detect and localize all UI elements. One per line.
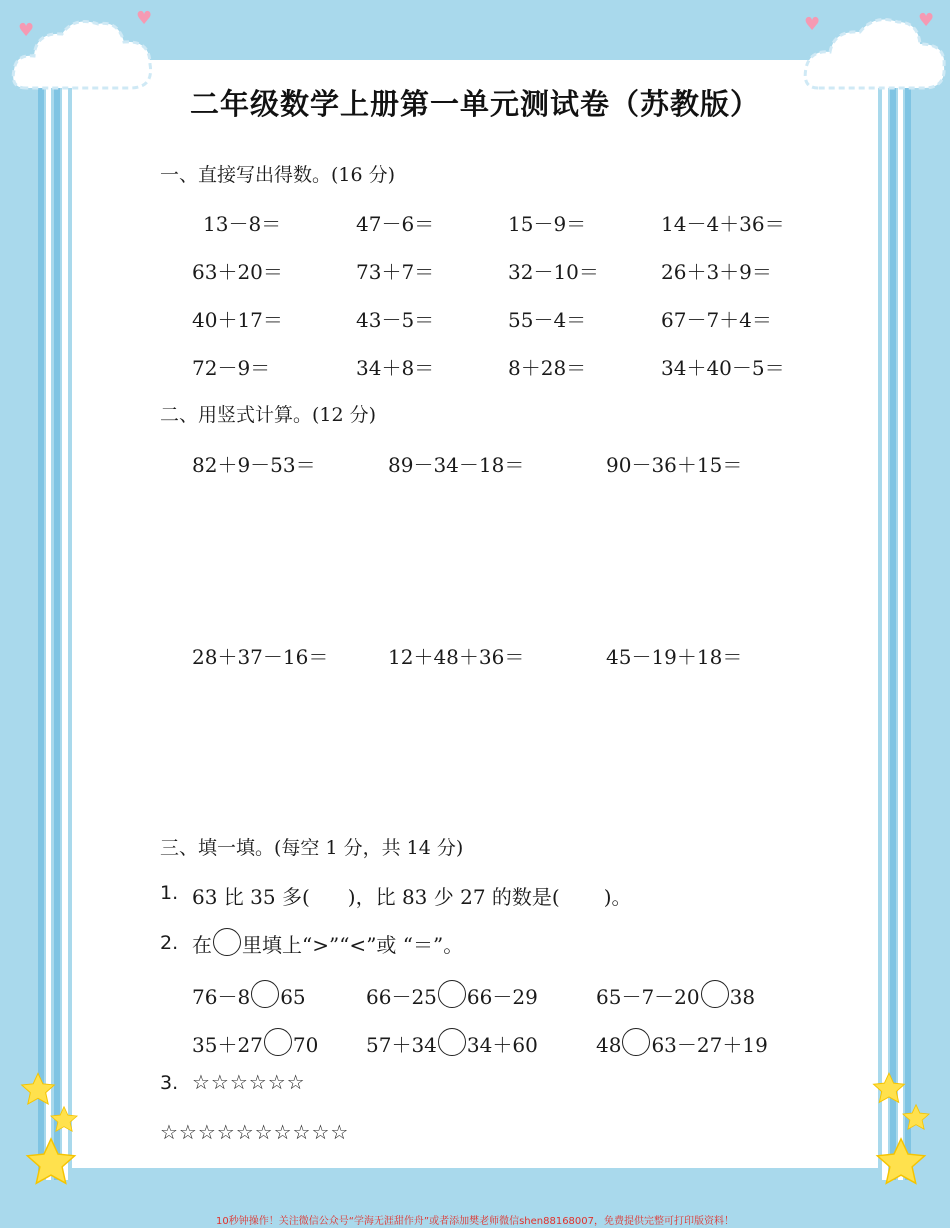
question-1 <box>192 881 632 910</box>
right-border-stripe <box>890 70 896 1180</box>
star-decoration-icon <box>48 1104 80 1136</box>
problem: 12＋48＋36＝ <box>388 645 525 669</box>
compare-answer-circle[interactable] <box>438 980 466 1008</box>
compare-right: 38 <box>729 985 756 1009</box>
problem: 43－5＝ <box>356 308 435 332</box>
problem: 34＋40－5＝ <box>661 356 785 380</box>
compare-circle-icon <box>213 928 241 956</box>
problem: 15－9＝ <box>508 212 587 236</box>
compare-left: 76－8 <box>192 985 251 1009</box>
problem: 8＋28＝ <box>508 356 587 380</box>
problem: 47－6＝ <box>356 212 435 236</box>
problem: 34＋8＝ <box>356 356 435 380</box>
compare-item <box>192 1028 318 1058</box>
compare-right: 65 <box>280 985 306 1009</box>
right-border-stripe <box>882 70 888 1180</box>
problem: 82＋9－53＝ <box>192 453 316 477</box>
question-number: 1. <box>160 882 179 904</box>
star-row-1: ☆☆☆☆☆☆ <box>192 1070 306 1094</box>
compare-right: 70 <box>292 1033 319 1057</box>
left-border-stripe <box>46 70 51 1180</box>
compare-left: 57＋34 <box>366 1033 437 1057</box>
problem: 40＋17＝ <box>192 308 283 332</box>
q1-text-c: )。 <box>603 885 632 909</box>
left-border-stripe <box>62 70 68 1180</box>
problem: 72－9＝ <box>192 356 271 380</box>
section2-heading: 二、用竖式计算。(12 分) <box>160 404 377 426</box>
right-border-stripe <box>898 70 903 1180</box>
problem: 55－4＝ <box>508 308 587 332</box>
heart-icon: ♥ <box>804 14 821 35</box>
footer-note: 10秒钟操作！关注微信公众号“学海无涯甜作舟”或者添加樊老师微信shen88168007，免费提供完整可打印版资料！ <box>215 1216 735 1227</box>
question-2 <box>192 928 463 958</box>
question-number: 2. <box>160 932 179 954</box>
compare-answer-circle[interactable] <box>701 980 729 1008</box>
star-row-2: ☆☆☆☆☆☆☆☆☆☆ <box>160 1120 350 1144</box>
problem: 13－8＝ <box>203 212 282 236</box>
compare-answer-circle[interactable] <box>622 1028 650 1056</box>
heart-icon: ♥ <box>136 8 153 29</box>
compare-left: 66－25 <box>366 985 437 1009</box>
compare-item <box>596 1028 768 1058</box>
problem: 14－4＋36＝ <box>661 212 785 236</box>
compare-answer-circle[interactable] <box>264 1028 292 1056</box>
compare-left: 65－7－20 <box>596 985 700 1009</box>
compare-answer-circle[interactable] <box>438 1028 466 1056</box>
section1-heading: 一、直接写出得数。(16 分) <box>160 164 396 186</box>
problem: 89－34－18＝ <box>388 453 525 477</box>
compare-item <box>596 980 755 1010</box>
problem: 73＋7＝ <box>356 260 435 284</box>
problem: 32－10＝ <box>508 260 599 284</box>
compare-right: 66－29 <box>466 985 538 1009</box>
left-border-stripe <box>54 70 60 1180</box>
compare-left: 35＋27 <box>192 1033 263 1057</box>
compare-item <box>192 980 306 1010</box>
q1-text-a: 63 比 35 多( <box>192 885 310 909</box>
q2-text-b: 里填上“>”“<”或 “＝”。 <box>242 933 464 957</box>
compare-left: 48 <box>596 1033 622 1057</box>
star-decoration-icon <box>22 1134 80 1192</box>
star-decoration-icon <box>872 1134 930 1192</box>
problem: 63＋20＝ <box>192 260 283 284</box>
problem: 28＋37－16＝ <box>192 645 329 669</box>
problem: 26＋3＋9＝ <box>661 260 772 284</box>
problem: 45－19＋18＝ <box>606 645 743 669</box>
q2-text-a: 在 <box>192 933 212 957</box>
heart-icon: ♥ <box>18 20 35 41</box>
page-title: 二年级数学上册第一单元测试卷（苏教版） <box>189 87 760 121</box>
compare-right: 34＋60 <box>466 1033 538 1057</box>
problem: 67－7＋4＝ <box>661 308 772 332</box>
compare-item <box>366 980 538 1010</box>
q1-text-b: )，比 83 少 27 的数是( <box>347 885 560 909</box>
problem: 90－36＋15＝ <box>606 453 743 477</box>
left-border-stripe <box>38 70 44 1180</box>
compare-item <box>366 1028 538 1058</box>
compare-answer-circle[interactable] <box>251 980 279 1008</box>
star-decoration-icon <box>900 1102 932 1134</box>
heart-icon: ♥ <box>918 10 935 31</box>
question-number: 3. <box>160 1072 179 1094</box>
section3-heading: 三、填一填。(每空 1 分，共 14 分) <box>160 837 464 859</box>
compare-right: 63－27＋19 <box>651 1033 768 1057</box>
right-border-stripe <box>905 70 911 1180</box>
